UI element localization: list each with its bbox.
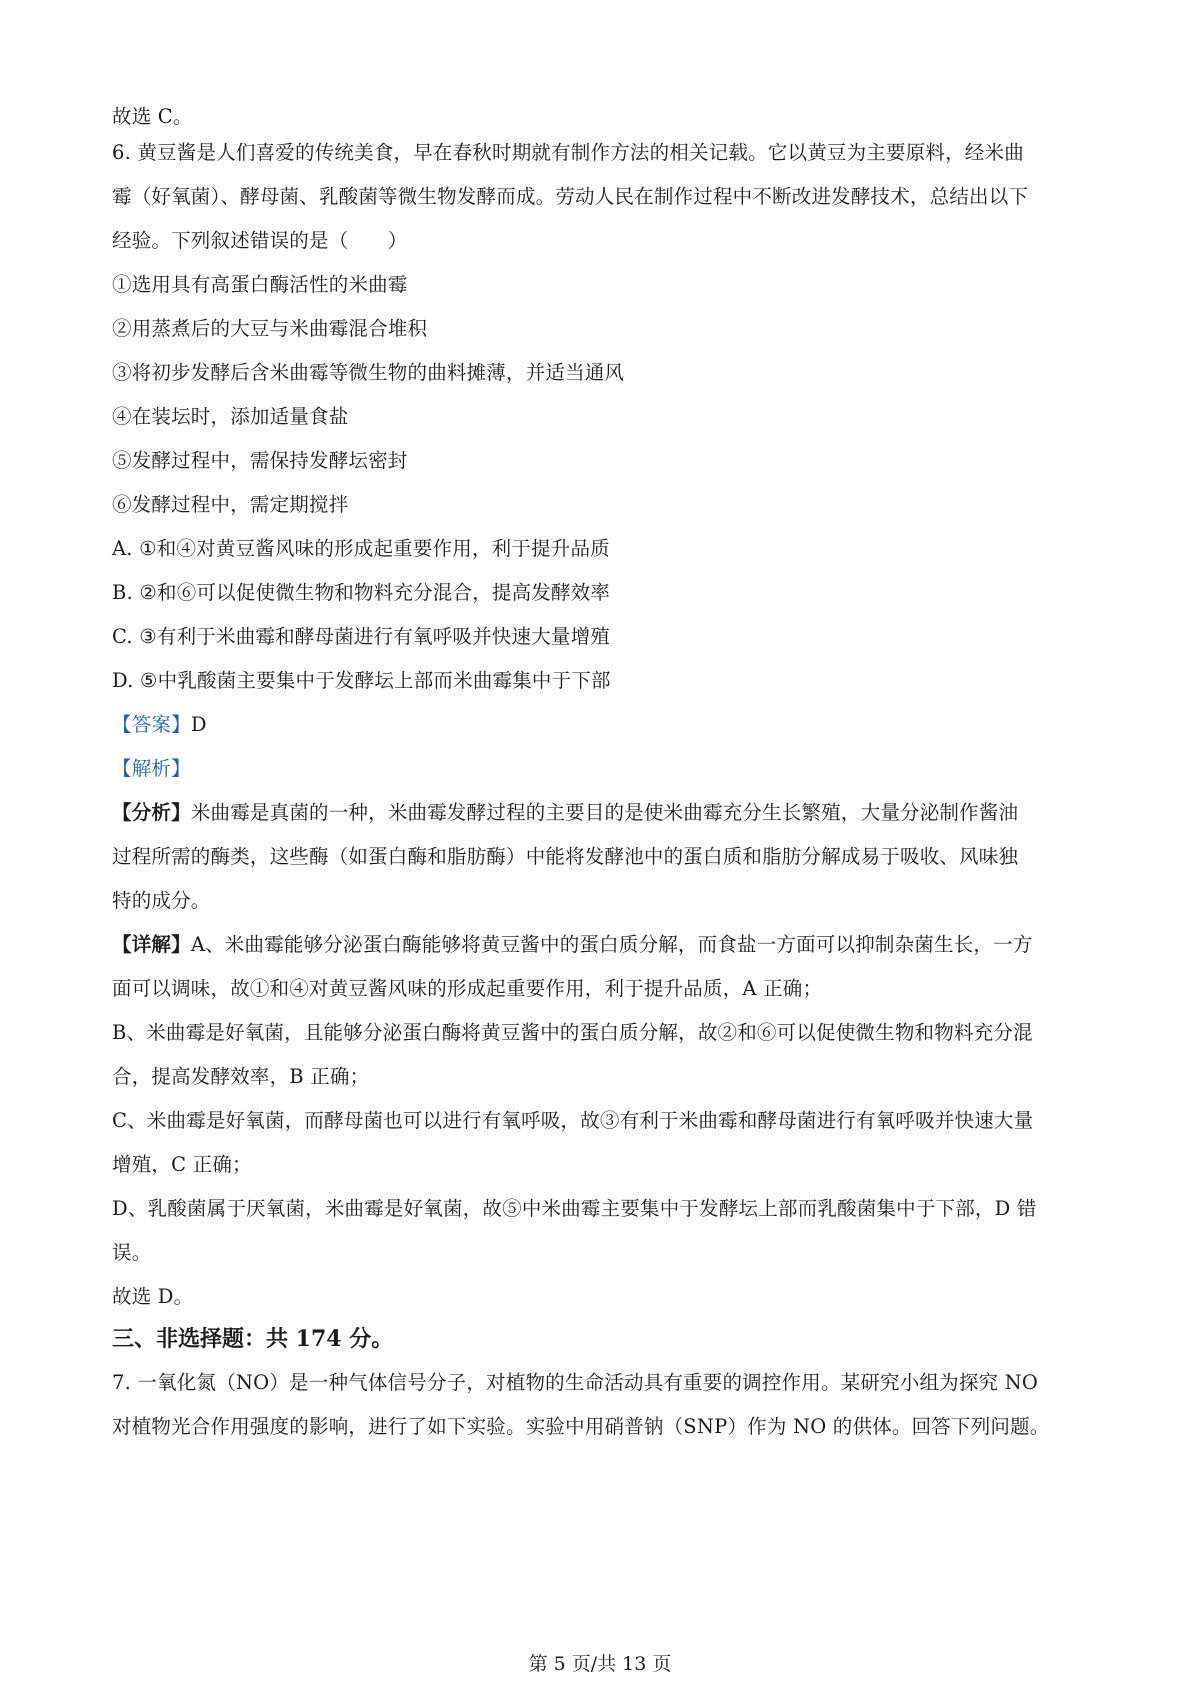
q6-conclusion: 故选 D。 — [112, 1285, 194, 1308]
q6-analysis-heading — [112, 754, 1102, 784]
q6-item-2: ②用蒸煮后的大豆与米曲霉混合堆积 — [112, 317, 428, 340]
answer-value: D — [190, 713, 207, 736]
q6-xiangjie-line-2: 面可以调味，故①和④对黄豆酱风味的形成起重要作用，利于提升品质，A 正确； — [112, 977, 823, 1000]
q6-fenxi-line-2: 过程所需的酶类，这些酶（如蛋白酶和脂肪酶）中能将发酵池中的蛋白质和脂肪分解成易于吸收、风味独 — [112, 845, 1019, 868]
q6-fenxi-line-3: 特的成分。 — [112, 889, 211, 912]
analysis-tag: 【解析】 — [112, 757, 191, 780]
page-footer: 第 5 页/共 13 页 — [528, 1653, 672, 1675]
q6-item-3: ③将初步发酵后含米曲霉等微生物的曲料摊薄，并适当通风 — [112, 361, 625, 384]
q6-option-c: C. ③有利于米曲霉和酵母菌进行有氧呼吸并快速大量增殖 — [112, 625, 611, 648]
q6-xiangjie-line-8: 误。 — [112, 1241, 152, 1264]
q6-xiangjie-line-1 — [112, 930, 1102, 960]
q6-option-a: A. ①和④对黄豆酱风味的形成起重要作用，利于提升品质 — [112, 537, 610, 560]
q6-option-d: D. ⑤中乳酸菌主要集中于发酵坛上部而米曲霉集中于下部 — [112, 669, 611, 692]
q6-stem-line-2: 霉（好氧菌）、酵母菌、乳酸菌等微生物发酵而成。劳动人民在制作过程中不断改进发酵技术，总结出以下 — [112, 185, 1029, 208]
section-3-title: 三、非选择题：共 174 分。 — [112, 1326, 394, 1352]
q6-stem-line-1: 6. 黄豆酱是人们喜爱的传统美食，早在春秋时期就有制作方法的相关记载。它以黄豆为主要原料，经米曲 — [112, 141, 1024, 164]
q6-item-1: ①选用具有高蛋白酶活性的米曲霉 — [112, 273, 408, 296]
q7-line-1: 7. 一氧化氮（NO）是一种气体信号分子，对植物的生命活动具有重要的调控作用。某研究小组为探究 NO — [112, 1371, 1039, 1394]
q6-xiangjie-line-7: D、乳酸菌属于厌氧菌，米曲霉是好氧菌，故⑤中米曲霉主要集中于发酵坛上部而乳酸菌集中于下部，D 错 — [112, 1197, 1037, 1220]
q6-item-5: ⑤发酵过程中，需保持发酵坛密封 — [112, 449, 408, 472]
fenxi-text-1: 米曲霉是真菌的一种，米曲霉发酵过程的主要目的是使米曲霉充分生长繁殖，大量分泌制作酱油 — [190, 801, 1019, 824]
xiangjie-tag: 【详解】 — [112, 933, 191, 956]
q6-fenxi-line-1 — [112, 798, 1102, 828]
answer-tag: 【答案】 — [112, 713, 191, 736]
fenxi-tag: 【分析】 — [112, 801, 191, 824]
q6-xiangjie-line-6: 增殖，C 正确； — [112, 1153, 252, 1176]
prev-conclusion: 故选 C。 — [112, 105, 193, 128]
q6-answer — [112, 710, 1102, 740]
xiangjie-text-1: A、米曲霉能够分泌蛋白酶能够将黄豆酱中的蛋白质分解，而食盐一方面可以抑制杂菌生长，一方 — [190, 933, 1033, 956]
q6-item-4: ④在装坛时，添加适量食盐 — [112, 405, 349, 428]
q6-stem-line-3: 经验。下列叙述错误的是（ ） — [112, 229, 408, 252]
q6-item-6: ⑥发酵过程中，需定期搅拌 — [112, 493, 349, 516]
q6-xiangjie-line-5: C、米曲霉是好氧菌，而酵母菌也可以进行有氧呼吸，故③有利于米曲霉和酵母菌进行有氧呼吸并快速大量 — [112, 1109, 1034, 1132]
q6-xiangjie-line-4: 合，提高发酵效率，B 正确； — [112, 1065, 370, 1088]
q6-option-b: B. ②和⑥可以促使微生物和物料充分混合，提高发酵效率 — [112, 581, 611, 604]
q7-line-2: 对植物光合作用强度的影响，进行了如下实验。实验中用硝普钠（SNP）作为 NO 的供体。回答下列问题。 — [112, 1415, 1050, 1438]
q6-xiangjie-line-3: B、米曲霉是好氧菌，且能够分泌蛋白酶将黄豆酱中的蛋白质分解，故②和⑥可以促使微生物和物料充分混 — [112, 1021, 1033, 1044]
